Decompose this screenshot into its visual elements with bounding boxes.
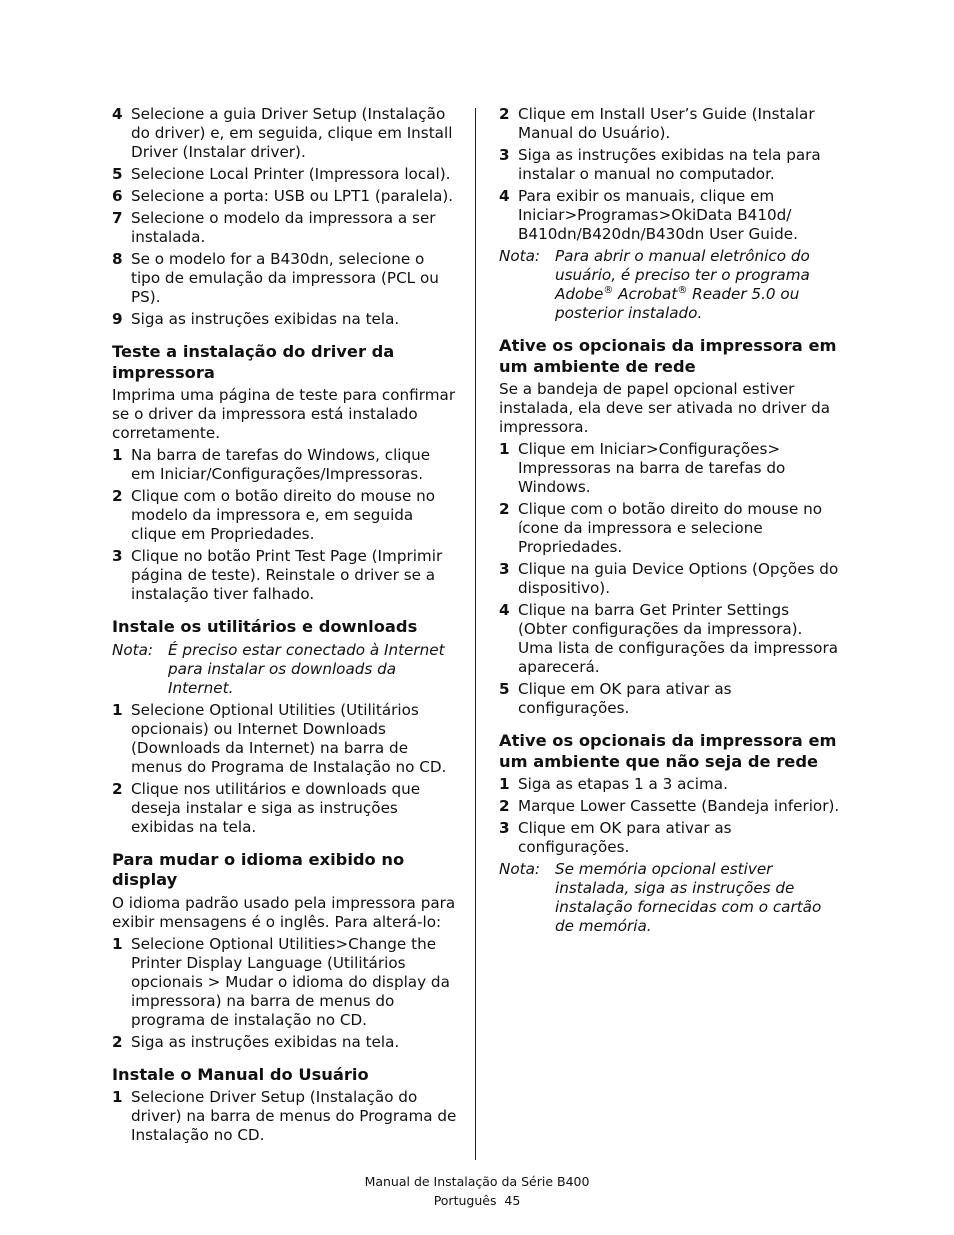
item-text: Se o modelo for a B430dn, selecione o tipo de emulação da impressora (PCL ou PS).	[131, 250, 439, 306]
item-number: 2	[112, 779, 123, 798]
note-text: Para abrir o manual eletrônico do usuário, é preciso ter o programa Adobe® Acrobat® Reader 5.0 ou posterior instalado.	[555, 247, 810, 322]
item-number: 8	[112, 250, 123, 268]
list-item	[112, 250, 457, 307]
item-number: 3	[499, 146, 510, 164]
registered-mark: ®	[603, 284, 614, 296]
item-number: 2	[112, 487, 123, 505]
item-text: Selecione Local Printer (Impressora local).	[131, 165, 451, 183]
list-item	[499, 440, 841, 497]
item-number: 4	[112, 105, 123, 123]
note-label: Nota:	[499, 860, 541, 878]
item-text: Clique em Iniciar>Configurações> Impressoras na barra de tarefas do Windows.	[518, 440, 786, 496]
list-item	[112, 701, 457, 777]
item-text: Clique em Install User’s Guide (Instalar Manual do Usuário).	[518, 105, 815, 142]
item-text: Selecione a guia Driver Setup (Instalação do driver) e, em seguida, clique em Install Driver (Instalar driver).	[131, 105, 453, 161]
item-text: Clique nos utilitários e downloads que deseja instalar e siga as instruções exibidas na tela.	[131, 779, 421, 836]
item-text: Selecione Optional Utilities>Change the Printer Display Language (Utilitários opcionais > Mudar o idioma do display da impressora) na barra de menus do programa de instalação no CD.	[131, 934, 450, 1029]
item-number: 3	[112, 547, 123, 565]
list-item	[499, 680, 841, 718]
note	[499, 860, 841, 936]
section-heading-non-network: Ative os opcionais da impressora em um ambiente que não seja de rede	[499, 731, 837, 771]
item-number: 2	[499, 797, 510, 815]
list-item	[112, 187, 457, 206]
left-column	[112, 105, 457, 1148]
item-text: Clique na barra Get Printer Settings (Obter configurações da impressora). Uma lista de configurações da impressora aparecerá.	[518, 601, 839, 676]
list-item	[499, 797, 841, 816]
note-text: Se memória opcional estiver instalada, siga as instruções de instalação fornecidas com o cartão de memória.	[555, 860, 822, 935]
list-item	[499, 146, 841, 184]
list-item	[112, 547, 457, 604]
section-heading-language: Para mudar o idioma exibido no display	[112, 849, 405, 889]
item-text: Siga as etapas 1 a 3 acima.	[518, 775, 728, 793]
list-item	[112, 446, 457, 484]
item-number: 5	[112, 165, 123, 183]
registered-mark: ®	[677, 284, 688, 296]
footer-manual-title: Manual de Instalação da Série B400	[364, 1174, 590, 1189]
item-number: 3	[499, 819, 510, 837]
list-item	[499, 500, 841, 557]
item-number: 1	[112, 700, 123, 719]
list-item	[112, 487, 457, 544]
item-text: Marque Lower Cassette (Bandeja inferior).	[518, 797, 840, 815]
item-number: 4	[499, 187, 510, 205]
item-text: Clique em OK para ativar as configurações.	[518, 680, 732, 717]
list-item	[112, 935, 457, 1030]
section-heading-network: Ative os opcionais da impressora em um ambiente de rede	[499, 336, 837, 376]
section-heading-manual: Instale o Manual do Usuário	[112, 1064, 369, 1084]
section-intro: Imprima uma página de teste para confirmar se o driver da impressora está instalado corretamente.	[112, 386, 456, 442]
list-item	[112, 209, 457, 247]
item-number: 7	[112, 209, 123, 227]
section-heading-utilities: Instale os utilitários e downloads	[112, 617, 418, 636]
item-text: Selecione Optional Utilities (Utilitários opcionais) ou Internet Downloads (Downloads da Internet) na barra de menus do Programa de Instalação no CD.	[131, 700, 447, 776]
list-item	[112, 780, 457, 837]
list-item	[112, 165, 457, 184]
list-item	[112, 310, 457, 329]
item-text: Selecione Driver Setup (Instalação do driver) na barra de menus do Programa de Instalação no CD.	[131, 1088, 457, 1144]
note	[499, 247, 841, 323]
note	[112, 641, 457, 698]
item-text: Selecione o modelo da impressora a ser instalada.	[131, 209, 436, 246]
column-divider	[475, 108, 476, 1160]
list-item	[112, 1088, 457, 1145]
item-text: Para exibir os manuais, clique em Iniciar>Programas>OkiData B410d/ B410dn/B420dn/B430dn User Guide.	[518, 187, 798, 243]
item-text: Clique em OK para ativar as configurações.	[518, 819, 732, 856]
item-number: 1	[112, 446, 123, 464]
section-intro: O idioma padrão usado pela impressora para exibir mensagens é o inglês. Para alterá-lo:	[112, 893, 456, 931]
item-number: 6	[112, 187, 123, 205]
list-item	[499, 601, 841, 677]
item-text: Siga as instruções exibidas na tela para instalar o manual no computador.	[518, 146, 821, 183]
item-number: 9	[112, 310, 123, 328]
item-number: 5	[499, 680, 510, 698]
item-text: Selecione a porta: USB ou LPT1 (paralela).	[131, 187, 454, 205]
list-item	[499, 187, 841, 244]
item-text: Clique com o botão direito do mouse no modelo da impressora e, em seguida clique em Propriedades.	[131, 487, 436, 543]
item-text: Clique com o botão direito do mouse no ícone da impressora e selecione Propriedades.	[518, 500, 823, 556]
install-steps-list	[112, 105, 457, 329]
item-text: Siga as instruções exibidas na tela.	[131, 1032, 400, 1051]
item-number: 3	[499, 560, 510, 578]
item-text: Clique na guia Device Options (Opções do dispositivo).	[518, 560, 839, 597]
item-number: 1	[499, 775, 510, 793]
item-text: Clique no botão Print Test Page (Imprimir página de teste). Reinstale o driver se a instalação tiver falhado.	[131, 547, 443, 603]
note-text: É preciso estar conectado à Internet para instalar os downloads da Internet.	[168, 640, 445, 697]
item-number: 1	[499, 440, 510, 458]
note-label: Nota:	[112, 640, 154, 659]
item-number: 2	[499, 105, 510, 123]
item-text: Siga as instruções exibidas na tela.	[131, 310, 400, 328]
section-heading-test: Teste a instalação do driver da impressora	[112, 342, 395, 382]
list-item	[112, 1033, 457, 1052]
item-number: 1	[112, 1088, 123, 1106]
item-text: Na barra de tarefas do Windows, clique em Iniciar/Configurações/Impressoras.	[131, 446, 431, 483]
list-item	[112, 105, 457, 162]
list-item	[499, 775, 841, 794]
item-number: 4	[499, 601, 510, 619]
list-item	[499, 560, 841, 598]
item-number: 2	[499, 500, 510, 518]
right-column	[499, 105, 841, 939]
list-item	[499, 819, 841, 857]
item-number: 1	[112, 934, 123, 953]
section-intro: Se a bandeja de papel opcional estiver instalada, ela deve ser ativada no driver da impressora.	[499, 380, 831, 436]
item-number: 2	[112, 1032, 123, 1051]
footer-page-number: Português 45	[433, 1193, 521, 1208]
list-item	[499, 105, 841, 143]
note-label: Nota:	[499, 247, 541, 265]
